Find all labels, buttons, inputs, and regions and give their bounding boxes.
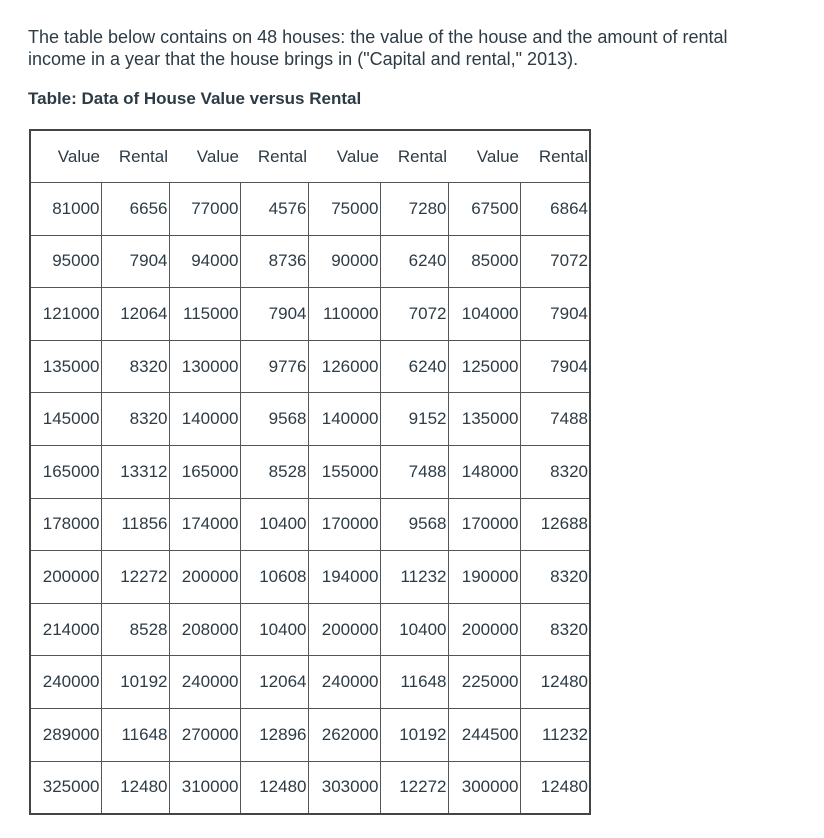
value-cell: 145000 bbox=[30, 393, 101, 446]
rental-cell: 8528 bbox=[240, 446, 308, 499]
value-cell: 270000 bbox=[169, 709, 240, 762]
value-cell: 310000 bbox=[169, 761, 240, 814]
rental-cell: 12064 bbox=[240, 656, 308, 709]
rental-cell: 12480 bbox=[520, 761, 590, 814]
rental-cell: 11648 bbox=[101, 709, 169, 762]
house-value-rental-table bbox=[29, 129, 591, 815]
table-header bbox=[30, 130, 590, 183]
value-cell: 214000 bbox=[30, 603, 101, 656]
value-cell: 130000 bbox=[169, 340, 240, 393]
value-cell: 135000 bbox=[448, 393, 520, 446]
value-cell: 200000 bbox=[448, 603, 520, 656]
rental-cell: 7488 bbox=[520, 393, 590, 446]
rental-cell: 7072 bbox=[380, 288, 448, 341]
rental-cell: 6240 bbox=[380, 340, 448, 393]
rental-cell: 12896 bbox=[240, 709, 308, 762]
value-cell: 262000 bbox=[308, 709, 380, 762]
rental-cell: 7072 bbox=[520, 235, 590, 288]
rental-cell: 7280 bbox=[380, 183, 448, 236]
value-cell: 200000 bbox=[30, 551, 101, 604]
value-cell: 67500 bbox=[448, 183, 520, 236]
column-header: Rental bbox=[101, 130, 169, 183]
table-row bbox=[30, 551, 590, 604]
rental-cell: 9152 bbox=[380, 393, 448, 446]
intro-text: The table below contains on 48 houses: the value of the house and the amount of rental income in a year that the house brings in ("Capital and rental," 2013). bbox=[28, 27, 728, 69]
value-cell: 194000 bbox=[308, 551, 380, 604]
rental-cell: 10608 bbox=[240, 551, 308, 604]
value-cell: 240000 bbox=[169, 656, 240, 709]
value-cell: 170000 bbox=[308, 498, 380, 551]
table-row bbox=[30, 656, 590, 709]
value-cell: 165000 bbox=[30, 446, 101, 499]
rental-cell: 7904 bbox=[520, 340, 590, 393]
value-cell: 325000 bbox=[30, 761, 101, 814]
rental-cell: 12480 bbox=[520, 656, 590, 709]
table-row bbox=[30, 288, 590, 341]
rental-cell: 7904 bbox=[101, 235, 169, 288]
table-row bbox=[30, 393, 590, 446]
rental-cell: 9568 bbox=[380, 498, 448, 551]
rental-cell: 10400 bbox=[240, 498, 308, 551]
value-cell: 95000 bbox=[30, 235, 101, 288]
table-row bbox=[30, 761, 590, 814]
value-cell: 300000 bbox=[448, 761, 520, 814]
value-cell: 200000 bbox=[308, 603, 380, 656]
rental-cell: 10192 bbox=[101, 656, 169, 709]
column-header: Value bbox=[308, 130, 380, 183]
value-cell: 225000 bbox=[448, 656, 520, 709]
rental-cell: 7488 bbox=[380, 446, 448, 499]
value-cell: 140000 bbox=[308, 393, 380, 446]
rental-cell: 11648 bbox=[380, 656, 448, 709]
value-cell: 190000 bbox=[448, 551, 520, 604]
value-cell: 110000 bbox=[308, 288, 380, 341]
rental-cell: 12272 bbox=[380, 761, 448, 814]
value-cell: 135000 bbox=[30, 340, 101, 393]
rental-cell: 9776 bbox=[240, 340, 308, 393]
rental-cell: 4576 bbox=[240, 183, 308, 236]
value-cell: 289000 bbox=[30, 709, 101, 762]
rental-cell: 8736 bbox=[240, 235, 308, 288]
rental-cell: 11232 bbox=[520, 709, 590, 762]
column-header: Rental bbox=[380, 130, 448, 183]
value-cell: 240000 bbox=[30, 656, 101, 709]
column-header: Value bbox=[169, 130, 240, 183]
value-cell: 75000 bbox=[308, 183, 380, 236]
rental-cell: 6864 bbox=[520, 183, 590, 236]
rental-cell: 8320 bbox=[520, 603, 590, 656]
value-cell: 165000 bbox=[169, 446, 240, 499]
rental-cell: 7904 bbox=[520, 288, 590, 341]
rental-cell: 8320 bbox=[101, 393, 169, 446]
rental-cell: 11856 bbox=[101, 498, 169, 551]
value-cell: 81000 bbox=[30, 183, 101, 236]
rental-cell: 12064 bbox=[101, 288, 169, 341]
rental-cell: 10400 bbox=[240, 603, 308, 656]
value-cell: 244500 bbox=[448, 709, 520, 762]
rental-cell: 13312 bbox=[101, 446, 169, 499]
value-cell: 170000 bbox=[448, 498, 520, 551]
column-header: Value bbox=[448, 130, 520, 183]
value-cell: 303000 bbox=[308, 761, 380, 814]
table-row bbox=[30, 446, 590, 499]
rental-cell: 8320 bbox=[520, 551, 590, 604]
value-cell: 77000 bbox=[169, 183, 240, 236]
rental-cell: 12688 bbox=[520, 498, 590, 551]
rental-cell: 9568 bbox=[240, 393, 308, 446]
table-row bbox=[30, 235, 590, 288]
value-cell: 126000 bbox=[308, 340, 380, 393]
column-header: Rental bbox=[240, 130, 308, 183]
rental-cell: 6656 bbox=[101, 183, 169, 236]
value-cell: 104000 bbox=[448, 288, 520, 341]
rental-cell: 12480 bbox=[240, 761, 308, 814]
value-cell: 240000 bbox=[308, 656, 380, 709]
rental-cell: 12480 bbox=[101, 761, 169, 814]
value-cell: 115000 bbox=[169, 288, 240, 341]
header-row bbox=[30, 130, 590, 183]
rental-cell: 8320 bbox=[520, 446, 590, 499]
column-header: Value bbox=[30, 130, 101, 183]
rental-cell: 8528 bbox=[101, 603, 169, 656]
value-cell: 208000 bbox=[169, 603, 240, 656]
value-cell: 155000 bbox=[308, 446, 380, 499]
value-cell: 85000 bbox=[448, 235, 520, 288]
table-row bbox=[30, 709, 590, 762]
rental-cell: 12272 bbox=[101, 551, 169, 604]
rental-cell: 10192 bbox=[380, 709, 448, 762]
table-row bbox=[30, 603, 590, 656]
column-header: Rental bbox=[520, 130, 590, 183]
value-cell: 174000 bbox=[169, 498, 240, 551]
value-cell: 148000 bbox=[448, 446, 520, 499]
rental-cell: 11232 bbox=[380, 551, 448, 604]
table-row bbox=[30, 183, 590, 236]
value-cell: 178000 bbox=[30, 498, 101, 551]
table-row bbox=[30, 498, 590, 551]
value-cell: 140000 bbox=[169, 393, 240, 446]
value-cell: 94000 bbox=[169, 235, 240, 288]
rental-cell: 8320 bbox=[101, 340, 169, 393]
rental-cell: 10400 bbox=[380, 603, 448, 656]
rental-cell: 6240 bbox=[380, 235, 448, 288]
value-cell: 125000 bbox=[448, 340, 520, 393]
rental-cell: 7904 bbox=[240, 288, 308, 341]
value-cell: 200000 bbox=[169, 551, 240, 604]
table-row bbox=[30, 340, 590, 393]
value-cell: 121000 bbox=[30, 288, 101, 341]
value-cell: 90000 bbox=[308, 235, 380, 288]
table-body bbox=[30, 183, 590, 814]
table-caption: Table: Data of House Value versus Rental bbox=[28, 89, 362, 108]
